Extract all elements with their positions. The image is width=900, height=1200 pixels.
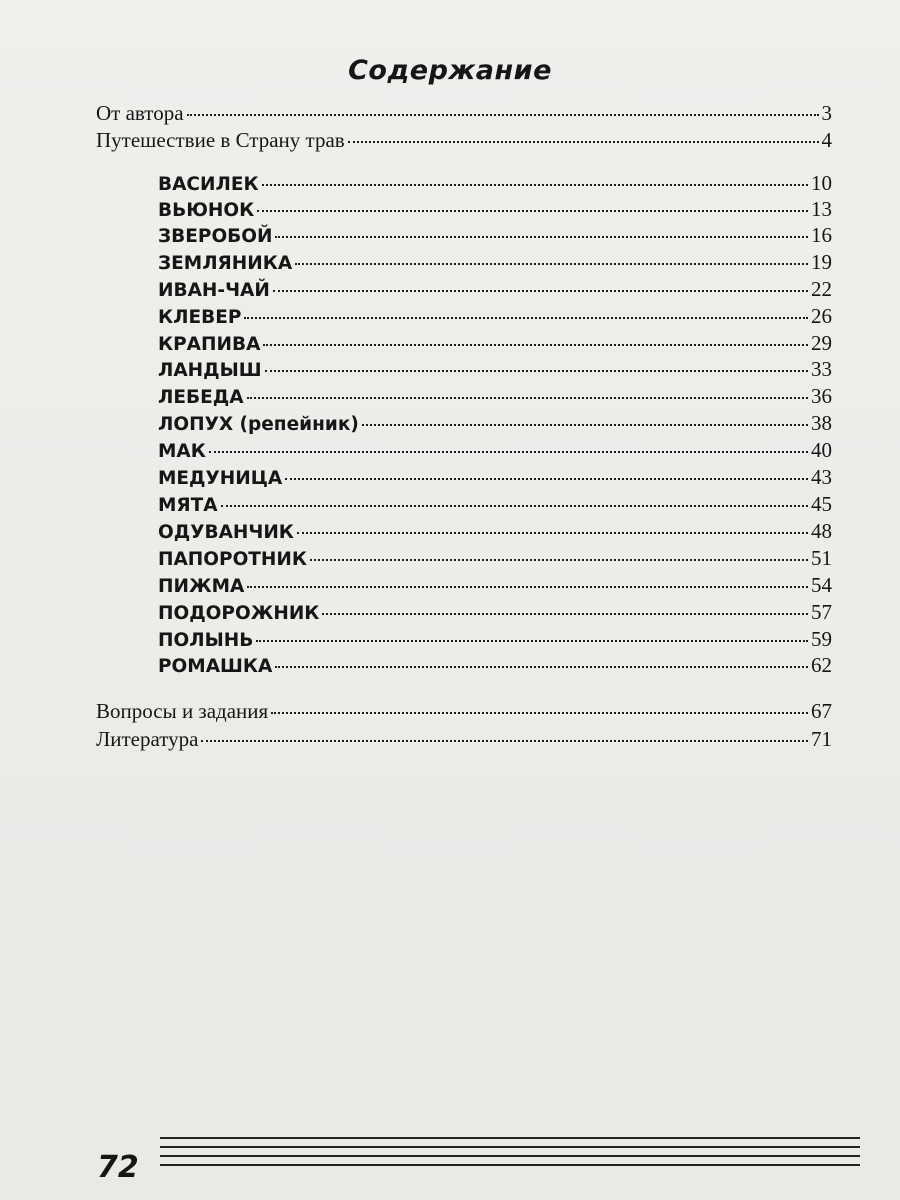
toc-entry-label: КЛЕВЕР — [158, 307, 242, 328]
toc-entry-questions[interactable] — [96, 699, 832, 725]
dot-leader — [262, 184, 808, 186]
toc-entry-label: ВАСИЛЕК — [158, 174, 259, 195]
dot-leader — [310, 559, 808, 561]
toc-entry-plant[interactable] — [158, 627, 832, 653]
toc-entry-plant[interactable] — [158, 223, 832, 249]
dot-leader — [295, 263, 808, 265]
toc-entry-plant[interactable] — [158, 653, 832, 679]
toc-entry-label: Путешествие в Страну трав — [96, 128, 345, 152]
toc-entry-label: ЗЕМЛЯНИКА — [158, 253, 293, 274]
dot-leader — [322, 613, 808, 615]
toc-entry-label: ОДУВАНЧИК — [158, 522, 294, 543]
toc-entry-plant[interactable] — [158, 331, 832, 357]
toc-entry-label: ПАПОРОТНИК — [158, 549, 308, 570]
dot-leader — [221, 505, 808, 507]
dot-leader — [244, 317, 808, 319]
toc-entry-page: 22 — [811, 277, 832, 301]
dot-leader — [201, 740, 808, 742]
dot-leader — [297, 532, 808, 534]
toc-entry-page: 43 — [811, 465, 832, 489]
footer-line — [160, 1137, 860, 1139]
dot-leader — [362, 424, 808, 426]
toc-entry-plant[interactable] — [158, 304, 832, 330]
toc-entry-page: 71 — [811, 727, 832, 751]
footer-line — [160, 1155, 860, 1157]
toc-entry-page: 62 — [811, 653, 832, 677]
toc-entry-plant[interactable] — [158, 438, 832, 464]
dot-leader — [187, 114, 819, 116]
dot-leader — [275, 236, 808, 238]
toc-entry-label: ПОЛЫНЬ — [158, 630, 254, 651]
toc-entry-literature[interactable] — [96, 727, 832, 753]
toc-entry-page: 45 — [811, 492, 832, 516]
dot-leader — [247, 586, 808, 588]
toc-entry-label: РОМАШКА — [158, 656, 273, 677]
toc-entry-page: 10 — [811, 171, 832, 195]
footer-line — [160, 1146, 860, 1148]
dot-leader — [271, 712, 808, 714]
toc-entry-label: ЗВЕРОБОЙ — [158, 226, 273, 247]
toc-entry-label: Литература — [96, 727, 199, 751]
toc-entry-page: 16 — [811, 223, 832, 247]
toc-entry-label: ПОДОРОЖНИК — [158, 603, 320, 624]
page-title: Содержание — [348, 55, 552, 86]
toc-entry-plant[interactable] — [158, 546, 832, 572]
toc-entry-label: КРАПИВА — [158, 334, 261, 355]
toc-entry-label: ВЬЮНОК — [158, 200, 255, 221]
footer-rule — [160, 1137, 860, 1173]
toc-entry-label: ПИЖМА — [158, 576, 245, 597]
toc-entry-label: Вопросы и задания — [96, 699, 269, 723]
toc-entry-plant[interactable] — [158, 197, 832, 223]
toc-entry-plant[interactable] — [158, 600, 832, 626]
toc-entry-page: 54 — [811, 573, 832, 597]
dot-leader — [257, 210, 808, 212]
toc-entry-plant[interactable] — [158, 519, 832, 545]
toc-entry-label: МЕДУНИЦА — [158, 468, 283, 489]
toc-entry-from-author[interactable] — [96, 101, 832, 127]
dot-leader — [256, 640, 808, 642]
toc-entry-journey[interactable] — [96, 128, 832, 154]
toc-entry-page: 19 — [811, 250, 832, 274]
footer-line — [160, 1164, 860, 1166]
toc-entry-page: 3 — [821, 101, 832, 125]
toc-entry-label: ЛАНДЫШ — [158, 360, 262, 381]
toc-entry-page: 57 — [811, 600, 832, 624]
toc-entry-label: ЛЕБЕДА — [158, 387, 244, 408]
dot-leader — [265, 370, 808, 372]
dot-leader — [273, 290, 808, 292]
toc-entry-plant[interactable] — [158, 411, 832, 437]
toc-entry-page: 36 — [811, 384, 832, 408]
toc-entry-label: ИВАН-ЧАЙ — [158, 280, 270, 301]
dot-leader — [247, 397, 808, 399]
dot-leader — [275, 666, 808, 668]
toc-entry-label: МАК — [158, 441, 206, 462]
toc-entry-page: 29 — [811, 331, 832, 355]
toc-entry-plant[interactable] — [158, 171, 832, 197]
toc-entry-page: 13 — [811, 197, 832, 221]
toc-entry-plant[interactable] — [158, 573, 832, 599]
toc-entry-plant[interactable] — [158, 250, 832, 276]
toc-entry-page: 67 — [811, 699, 832, 723]
toc-entry-page: 48 — [811, 519, 832, 543]
page-number: 72 — [97, 1150, 139, 1185]
toc-entry-plant[interactable] — [158, 492, 832, 518]
dot-leader — [263, 344, 808, 346]
toc-entry-label: МЯТА — [158, 495, 218, 516]
dot-leader — [348, 141, 819, 143]
toc-entry-page: 26 — [811, 304, 832, 328]
toc-entry-label: ЛОПУХ (репейник) — [158, 414, 359, 435]
toc-entry-page: 33 — [811, 357, 832, 381]
dot-leader — [285, 478, 808, 480]
toc-entry-label: От автора — [96, 101, 184, 125]
dot-leader — [209, 451, 808, 453]
toc-entry-page: 40 — [811, 438, 832, 462]
toc-entry-page: 38 — [811, 411, 832, 435]
toc-entry-plant[interactable] — [158, 384, 832, 410]
toc-entry-page: 59 — [811, 627, 832, 651]
toc-entry-page: 4 — [821, 128, 832, 152]
toc-entry-plant[interactable] — [158, 277, 832, 303]
toc-entry-page: 51 — [811, 546, 832, 570]
toc-entry-plant[interactable] — [158, 357, 832, 383]
toc-entry-plant[interactable] — [158, 465, 832, 491]
